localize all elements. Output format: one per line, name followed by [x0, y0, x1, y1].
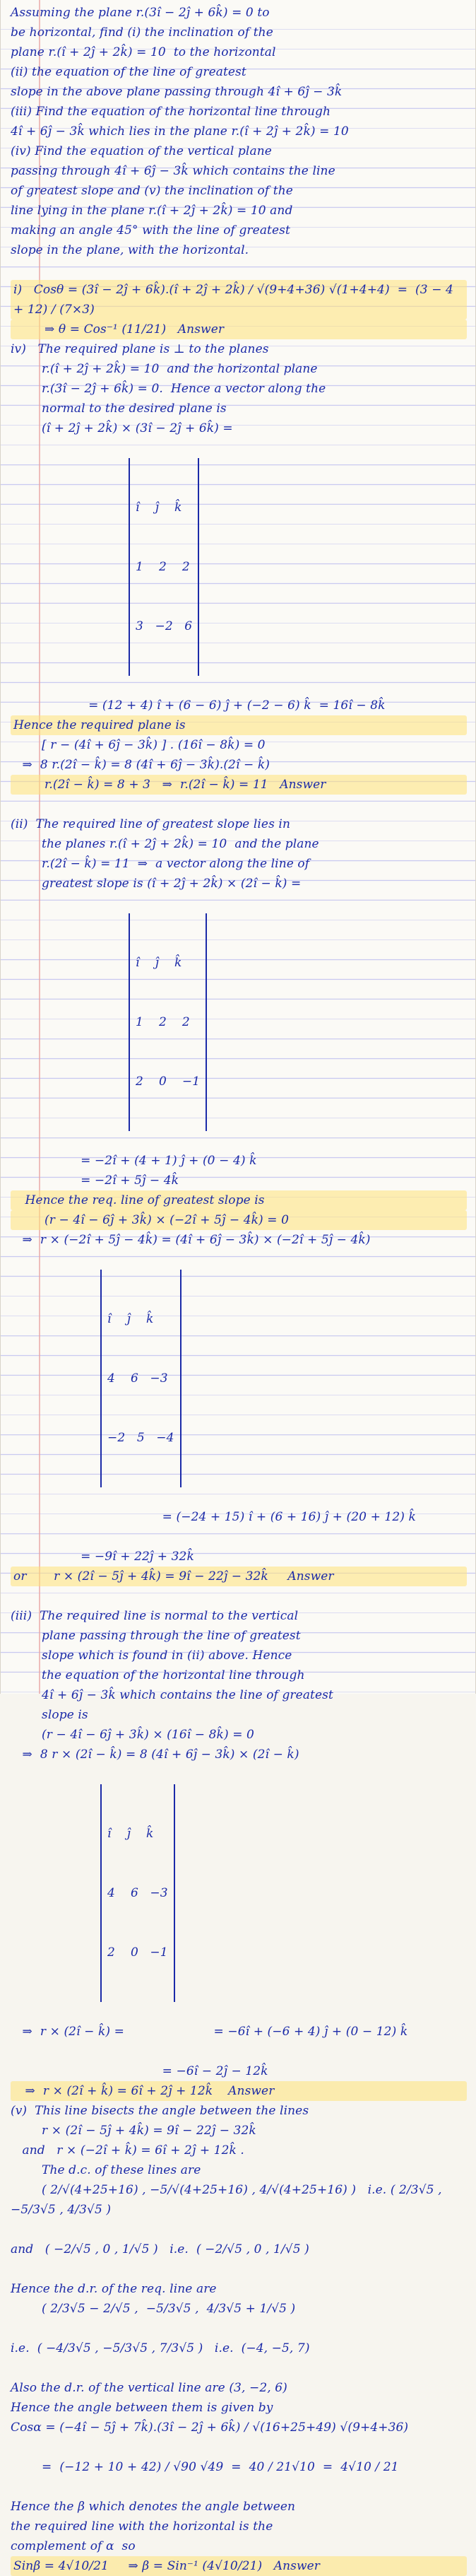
part-iv-cross-line: (î + 2ĵ + 2k̂) × (3î − 2ĵ + 6k̂) =: [11, 421, 233, 435]
problem-line: Assuming the plane r.(3î − 2ĵ + 6k̂) = 0 to: [11, 6, 270, 20]
part-iii-line: the equation of the horizontal line through: [11, 1668, 305, 1682]
part-iv-line: normal to the desired plane is: [11, 402, 227, 416]
determinant-2-row: 2 0 −1: [136, 1075, 201, 1089]
problem-line: (iii) Find the equation of the horizontal line through: [11, 105, 331, 119]
part-v-line: i.e. ( −4/3√5 , −5/3√5 , 7/3√5 ) i.e. (−4, −5, 7): [11, 2341, 310, 2355]
part-v-line: Hence the d.r. of the req. line are: [11, 2282, 217, 2296]
determinant-4-line: [11, 1764, 467, 2022]
part-v-line: (v) This line bisects the angle between the lines: [11, 2104, 309, 2118]
part-iv-normal-result: = (12 + 4) î + (6 − 6) ĵ + (−2 − 6) k̂ = 16î − 8k̂: [11, 698, 386, 713]
spacer-line: [11, 1586, 467, 1606]
problem-line: (ii) the equation of the line of greatest: [11, 65, 246, 79]
part-ii-line: r.(2î − k̂) = 11 ⇒ a vector along the line of: [11, 857, 310, 871]
spacer-line: [11, 2220, 467, 2240]
part-ii-line-heading: Hence the req. line of greatest slope is: [11, 1190, 467, 1210]
part-v-line: Cosα = (−4î − 5ĵ + 7k̂).(3î − 2ĵ + 6k̂) / √(16+25+49) √(9+4+36): [11, 2420, 409, 2435]
part-v-line: complement of α so: [11, 2539, 136, 2553]
part-iii-line: slope which is found in (ii) above. Hence: [11, 1649, 292, 1663]
part-iv-answer: r.(2î − k̂) = 8 + 3 ⇒ r.(2î − k̂) = 11 Answer: [11, 775, 467, 795]
determinant-1: [129, 458, 199, 676]
part-v-line: The d.c. of these lines are: [11, 2163, 201, 2177]
problem-line: slope in the above plane passing through 4î + 6ĵ − 3k̂: [11, 85, 343, 99]
part-iv-plane-heading: Hence the required plane is: [11, 715, 467, 735]
part-iv-line: r.(3î − 2ĵ + 6k̂) = 0. Hence a vector along the: [11, 382, 326, 396]
determinant-4: [100, 1784, 175, 2002]
part-iii-line: = −6î − 2ĵ − 12k̂: [11, 2064, 268, 2078]
part-v-line: = (−12 + 10 + 42) / √90 √49 = 40 / 21√10 = 4√10 / 21: [11, 2460, 399, 2474]
spacer-line: [11, 260, 467, 280]
part-iii-line: ⇒ 8 r × (2î − k̂) = 8 (4î + 6ĵ − 3k̂) × (2î − k̂): [11, 1747, 299, 1762]
part-iii-line: slope is: [11, 1708, 88, 1722]
part-ii-answer: or r × (2î − 5ĵ + 4k̂) = 9î − 22ĵ − 32k̂ Answer: [11, 1567, 467, 1586]
part-iii-line: (r − 4î − 6ĵ + 3k̂) × (16î − 8k̂) = 0: [11, 1728, 254, 1742]
part-v-line: and ( −2/√5 , 0 , 1/√5 ) i.e. ( −2/√5 , 0 , 1/√5 ): [11, 2242, 309, 2256]
determinant-3-line: [11, 1250, 467, 1507]
part-v-line: ( 2/√(4+25+16) , −5/√(4+25+16) , 4/√(4+25+16) ) i.e. ( 2/3√5 , −5/3√5 , 4/3√5 ): [11, 2183, 446, 2217]
part-v-line: r × (2î − 5ĵ + 4k̂) = 9î − 22ĵ − 32k̂: [11, 2124, 256, 2138]
determinant-2-row: î ĵ k̂: [136, 956, 182, 970]
part-v-line: ( 2/3√5 − 2/√5 , −5/3√5 , 4/3√5 + 1/√5 ): [11, 2302, 296, 2316]
spacer-line: [11, 2358, 467, 2378]
spacer-line: [11, 2042, 467, 2061]
part-v-line: and r × (−2î + k̂) = 6î + 2ĵ + 12k̂ .: [11, 2143, 244, 2158]
part-v-line: Hence the β which denotes the angle between: [11, 2500, 296, 2514]
handwritten-solution: [11, 3, 467, 2576]
part-iii-line: plane passing through the line of greatest: [11, 1629, 301, 1643]
problem-line: line lying in the plane r.(î + 2ĵ + 2k̂) = 10 and: [11, 204, 293, 218]
determinant-1-line: [11, 438, 467, 696]
part-ii-line: = −2î + (4 + 1) ĵ + (0 − 4) k̂: [11, 1154, 257, 1168]
part-ii-line: = (−24 + 15) î + (6 + 16) ĵ + (20 + 12) k̂: [11, 1510, 416, 1524]
part-iv-line: ⇒ 8 r.(2î − k̂) = 8 (4î + 6ĵ − 3k̂).(2î − k̂): [11, 758, 270, 772]
part-ii-line: = −9î + 22ĵ + 32k̂: [11, 1550, 194, 1564]
determinant-3-row: 4 6 −3: [107, 1371, 168, 1386]
part-ii-line: ⇒ r × (−2î + 5ĵ − 4k̂) = (4î + 6ĵ − 3k̂) × (−2î + 5ĵ − 4k̂): [11, 1233, 371, 1247]
part-ii-line: greatest slope is (î + 2ĵ + 2k̂) × (2î − k̂) =: [11, 877, 302, 891]
problem-line: be horizontal, find (i) the inclination of the: [11, 25, 273, 40]
problem-line: slope in the plane, with the horizontal.: [11, 243, 249, 257]
spacer-line: [11, 2259, 467, 2279]
spacer-line: [11, 1527, 467, 1547]
part-ii-line: the planes r.(î + 2ĵ + 2k̂) = 10 and the plane: [11, 837, 319, 851]
determinant-3-row: î ĵ k̂: [107, 1312, 154, 1326]
determinant-4-row: 2 0 −1: [107, 1945, 168, 1960]
part-ii-line-equation: (r − 4î − 6ĵ + 3k̂) × (−2î + 5ĵ − 4k̂) = 0: [11, 1210, 467, 1230]
problem-line: 4î + 6ĵ − 3k̂ which lies in the plane r.(î + 2ĵ + 2k̂) = 10: [11, 124, 349, 139]
part-iv-line: iv) The required plane is ⊥ to the planes: [11, 342, 269, 356]
part-iii-line: 4î + 6ĵ − 3k̂ which contains the line of greatest: [11, 1688, 333, 1702]
determinant-2-line: [11, 894, 467, 1151]
problem-line: of greatest slope and (v) the inclination of the: [11, 184, 293, 198]
determinant-2-row: 1 2 2: [136, 1015, 190, 1029]
part-iv-line: [ r − (4î + 6ĵ − 3k̂) ] . (16î − 8k̂) = 0: [11, 738, 266, 752]
determinant-4-row: 4 6 −3: [107, 1886, 168, 1900]
part-v-line: the required line with the horizontal is the: [11, 2519, 273, 2534]
determinant-1-row: î ĵ k̂: [136, 500, 182, 515]
part-v-line: Also the d.r. of the vertical line are (3, −2, 6): [11, 2381, 287, 2395]
spacer-line: [11, 795, 467, 814]
problem-line: plane r.(î + 2ĵ + 2k̂) = 10 to the horizontal: [11, 45, 276, 59]
part-ii-line: = −2î + 5ĵ − 4k̂: [11, 1173, 179, 1188]
spacer-line: [11, 2477, 467, 2497]
part-iii-line: ⇒ r × (2î − k̂) = = −6î + (−6 + 4) ĵ + (0 − 12) k̂: [11, 2025, 408, 2039]
determinant-3-row: −2 5 −4: [107, 1431, 174, 1445]
problem-line: (iv) Find the equation of the vertical plane: [11, 144, 272, 158]
part-v-answer: Sinβ = 4√10/21 ⇒ β = Sin⁻¹ (4√10/21) Answer: [11, 2556, 467, 2576]
part-i-answer: ⇒ θ = Cos⁻¹ (11/21) Answer: [11, 320, 467, 339]
spacer-line: [11, 2437, 467, 2457]
determinant-1-row: 1 2 2: [136, 560, 190, 574]
problem-line: making an angle 45° with the line of greatest: [11, 223, 290, 238]
part-ii-line: (ii) The required line of greatest slope lies in: [11, 817, 290, 831]
part-iv-line: r.(î + 2ĵ + 2k̂) = 10 and the horizontal plane: [11, 362, 318, 376]
part-iii-line: (iii) The required line is normal to the vertical: [11, 1609, 299, 1623]
determinant-3: [100, 1270, 181, 1487]
determinant-1-row: 3 −2 6: [136, 619, 193, 633]
part-iii-answer: ⇒ r × (2î + k̂) = 6î + 2ĵ + 12k̂ Answer: [11, 2081, 467, 2101]
part-i-cos-theta: i) Cosθ = (3î − 2ĵ + 6k̂).(î + 2ĵ + 2k̂) / √(9+4+36) √(1+4+4) = (3 − 4 + 12) / (7×3): [11, 280, 467, 320]
spacer-line: [11, 2319, 467, 2338]
determinant-4-row: î ĵ k̂: [107, 1827, 154, 1841]
part-v-line: Hence the angle between them is given by: [11, 2401, 273, 2415]
problem-line: passing through 4î + 6ĵ − 3k̂ which contains the line: [11, 164, 335, 178]
determinant-2: [129, 913, 207, 1131]
